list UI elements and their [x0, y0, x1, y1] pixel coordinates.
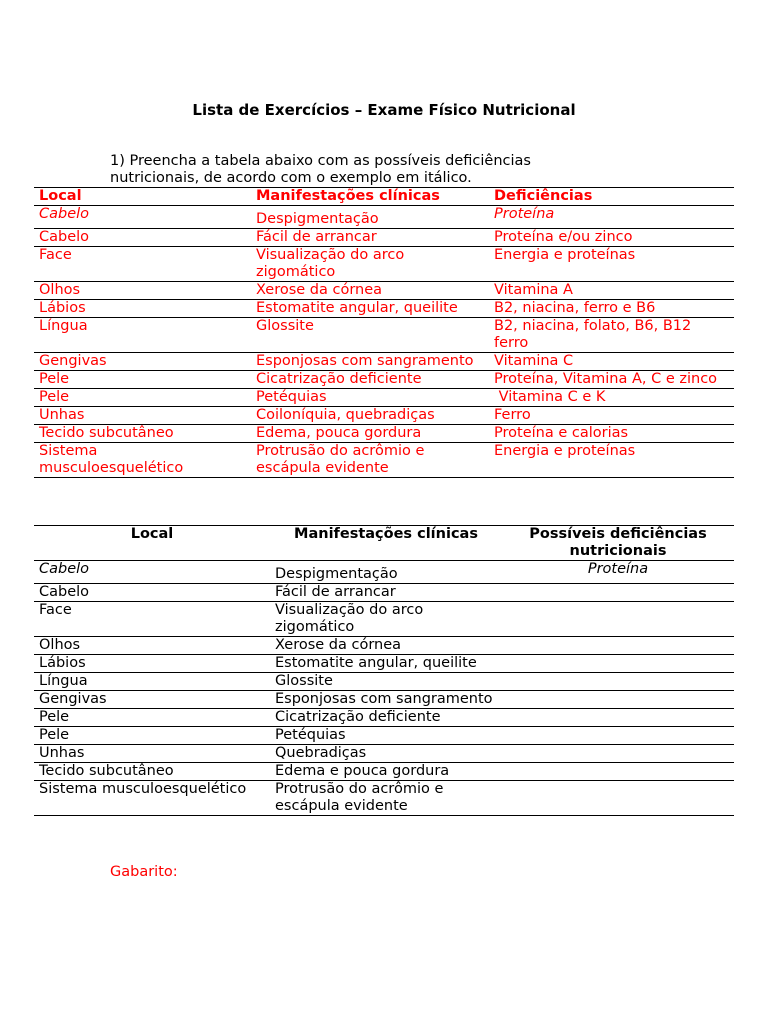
- answer-cell[interactable]: [502, 655, 734, 673]
- answer-cell[interactable]: [502, 637, 734, 655]
- table-cell: Fácil de arrancar: [275, 584, 396, 600]
- table-cell: Coiloníquia, quebradiças: [256, 407, 435, 423]
- table-cell: Esponjosas com sangramento: [275, 691, 493, 707]
- table-cell: Energia e proteínas: [494, 443, 636, 459]
- table-row: [34, 371, 734, 389]
- table-row: [34, 763, 734, 781]
- table-cell: Visualização do arco zigomático: [275, 602, 424, 635]
- column-header: Local: [130, 526, 174, 542]
- table-cell: Proteína, Vitamina A, C e zinco: [494, 371, 718, 387]
- table-cell: Proteína e/ou zinco: [494, 229, 633, 245]
- table-row: [34, 443, 734, 478]
- table-cell: Proteína e calorias: [494, 425, 629, 441]
- table-cell: Gengivas: [39, 353, 107, 369]
- table-cell: Face: [39, 247, 72, 263]
- page-title: Lista de Exercícios – Exame Físico Nutricional: [192, 101, 576, 119]
- table-cell: Pele: [39, 727, 70, 743]
- table-row: [34, 602, 734, 637]
- table-cell: Glossite: [275, 673, 333, 689]
- table-cell: Edema, pouca gordura: [256, 425, 422, 441]
- table-row: [34, 781, 734, 816]
- table-row: [34, 300, 734, 318]
- table-row: [34, 709, 734, 727]
- table-row: [34, 425, 734, 443]
- answer-table: [34, 187, 734, 478]
- table-cell: Sistema musculoesquelético: [39, 781, 247, 797]
- table-row: [34, 584, 734, 602]
- table-cell: Edema e pouca gordura: [275, 763, 450, 779]
- table-cell: Cicatrização deficiente: [256, 371, 422, 387]
- table-row: [34, 318, 734, 353]
- answer-cell[interactable]: [502, 673, 734, 691]
- table-cell: Despigmentação: [256, 211, 379, 227]
- table-cell: Petéquias: [256, 389, 327, 405]
- table-cell: Olhos: [39, 282, 81, 298]
- table-cell: Olhos: [39, 637, 81, 653]
- column-header: Manifestações clínicas: [256, 188, 440, 204]
- table-cell: Proteína: [494, 206, 555, 222]
- table-row: [34, 561, 734, 584]
- table-cell: Glossite: [256, 318, 314, 334]
- table-cell: Unhas: [39, 407, 85, 423]
- table-cell: B2, niacina, ferro e B6: [494, 300, 656, 316]
- table-cell: Vitamina A: [494, 282, 573, 298]
- table-cell: Lábios: [39, 655, 86, 671]
- table-row: [34, 407, 734, 425]
- table-cell: Despigmentação: [275, 566, 398, 582]
- table-row: [34, 229, 734, 247]
- answer-cell[interactable]: [502, 745, 734, 763]
- table-cell: Quebradiças: [275, 745, 367, 761]
- answer-cell[interactable]: [502, 602, 734, 637]
- table-row: [34, 673, 734, 691]
- table-cell: Pele: [39, 709, 70, 725]
- table-cell: Cabelo: [39, 229, 90, 245]
- table-row: [34, 637, 734, 655]
- answer-key-label: Gabarito:: [110, 864, 178, 880]
- column-header: Local: [39, 188, 82, 204]
- table-cell: Cabelo: [39, 206, 90, 222]
- answer-cell[interactable]: [502, 781, 734, 816]
- table-cell: Pele: [39, 371, 70, 387]
- table-row: [34, 247, 734, 282]
- table-cell: Sistema musculoesquelético: [39, 443, 184, 476]
- table-row: [34, 389, 734, 407]
- table-cell: Língua: [39, 673, 88, 689]
- answer-cell[interactable]: [502, 763, 734, 781]
- table-row: [34, 727, 734, 745]
- answer-cell[interactable]: [502, 691, 734, 709]
- column-header: Manifestações clínicas: [294, 526, 478, 542]
- table-cell: Lábios: [39, 300, 86, 316]
- table-cell: Tecido subcutâneo: [39, 425, 174, 441]
- table-cell: Face: [39, 602, 72, 618]
- table-cell: Gengivas: [39, 691, 107, 707]
- column-header: Deficiências: [494, 188, 593, 204]
- table-cell: Energia e proteínas: [494, 247, 636, 263]
- table-row: [34, 691, 734, 709]
- table-cell: Tecido subcutâneo: [39, 763, 174, 779]
- table-row: [34, 353, 734, 371]
- table-cell: Cabelo: [39, 561, 90, 577]
- table-cell: Proteína: [587, 561, 649, 577]
- table-cell: Estomatite angular, queilite: [275, 655, 477, 671]
- table-row: [34, 655, 734, 673]
- table-row: [34, 282, 734, 300]
- table-row: [34, 206, 734, 229]
- answer-cell[interactable]: [502, 584, 734, 602]
- table-cell: Protrusão do acrômio e escápula evidente: [256, 443, 425, 476]
- table-cell: Cicatrização deficiente: [275, 709, 441, 725]
- column-header: Possíveis deficiências nutricionais: [529, 526, 707, 559]
- table-cell: Protrusão do acrômio e escápula evidente: [275, 781, 444, 814]
- table-cell: Pele: [39, 389, 70, 405]
- table-cell: Fácil de arrancar: [256, 229, 377, 245]
- table-cell: Visualização do arco zigomático: [256, 247, 405, 280]
- table-header-row: [34, 188, 734, 206]
- table-row: [34, 745, 734, 763]
- table-cell: Xerose da córnea: [275, 637, 402, 653]
- table-header-row: [34, 526, 734, 561]
- exercise-table: [34, 525, 734, 816]
- table-cell: Xerose da córnea: [256, 282, 383, 298]
- answer-cell[interactable]: [502, 709, 734, 727]
- table-cell: Vitamina C e K: [494, 389, 606, 405]
- instruction-text: 1) Preencha a tabela abaixo com as possíveis deficiências nutricionais, de acordo com o exemplo em itálico.: [110, 153, 531, 186]
- table-cell: Petéquias: [275, 727, 346, 743]
- table-cell: Estomatite angular, queilite: [256, 300, 458, 316]
- table-cell: Unhas: [39, 745, 85, 761]
- table-cell: Vitamina C: [494, 353, 574, 369]
- table-cell: B2, niacina, folato, B6, B12 ferro: [494, 318, 692, 351]
- table-cell: Esponjosas com sangramento: [256, 353, 474, 369]
- table-cell: Ferro: [494, 407, 531, 423]
- answer-cell[interactable]: [502, 727, 734, 745]
- table-cell: Língua: [39, 318, 88, 334]
- table-cell: Cabelo: [39, 584, 90, 600]
